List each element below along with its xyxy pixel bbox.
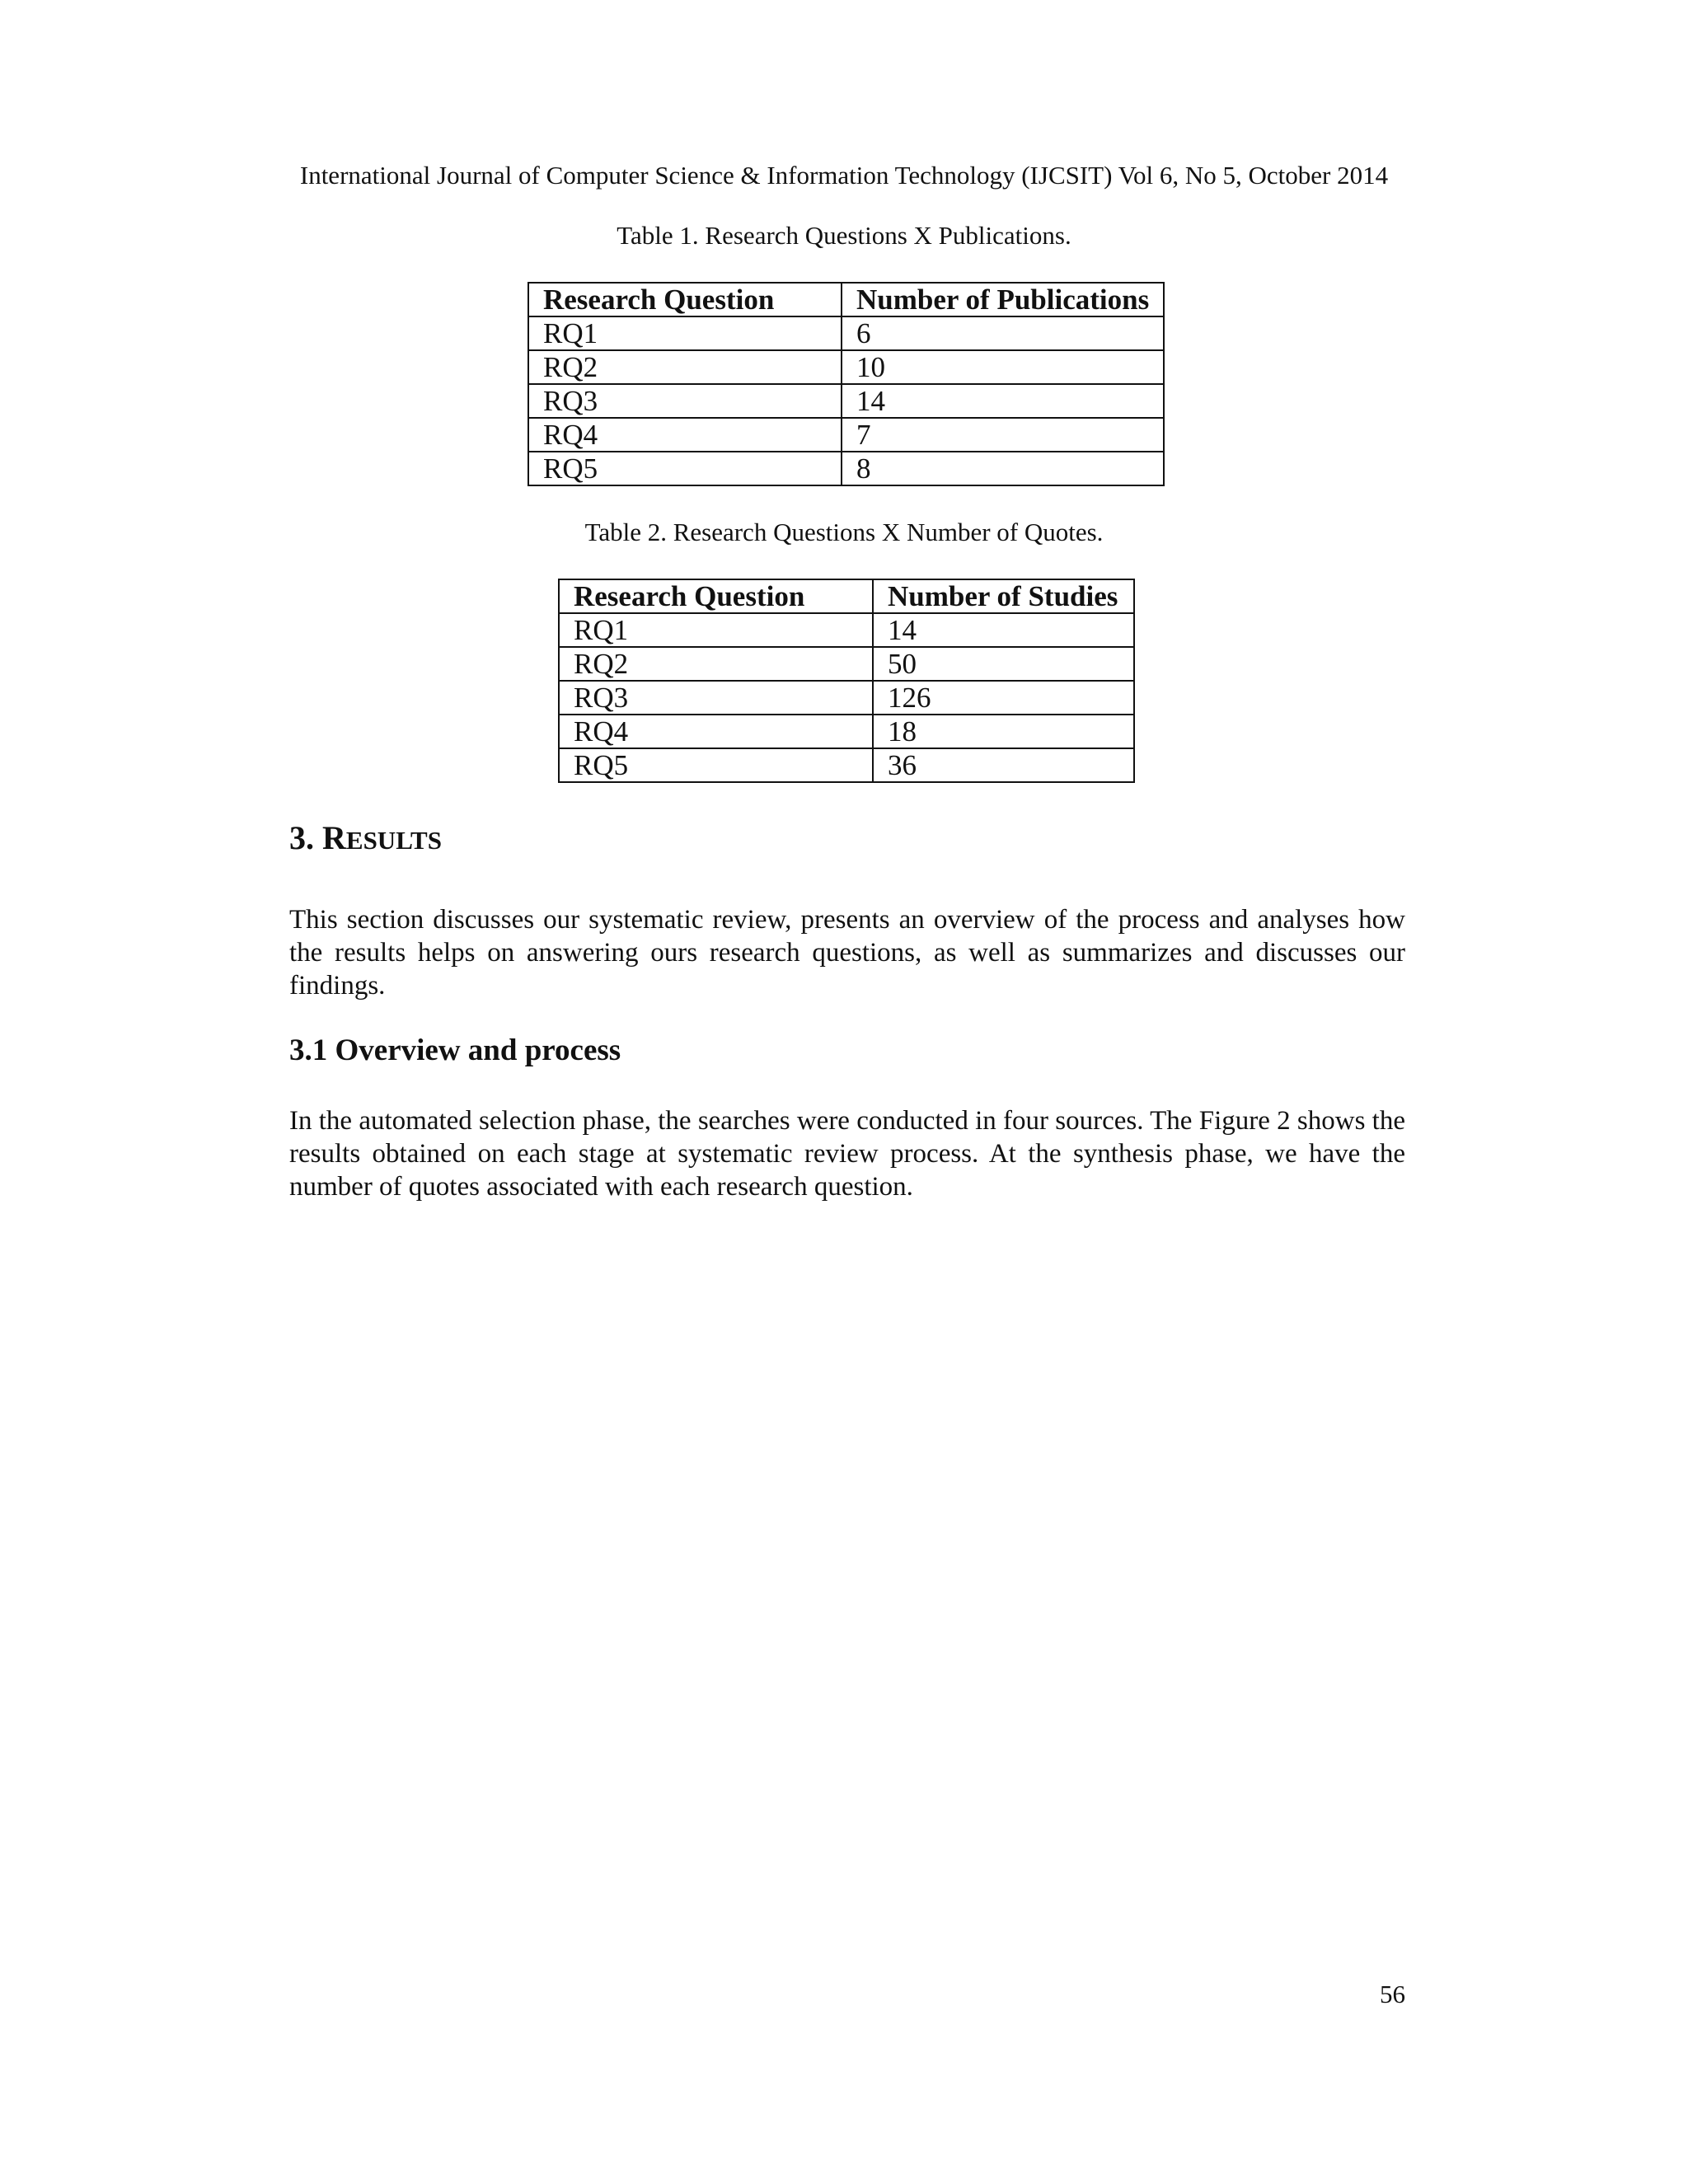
table-cell: RQ1 [528,316,842,350]
table-cell: 50 [873,647,1134,681]
table-row [528,316,1164,350]
overview-paragraph: In the automated selection phase, the searches were conducted in four sources. The Figure 2 shows the results obtained on each stage at systematic review process. At the synthesis phase, we have the number of quotes associated with each research question. [289,1106,1405,1202]
table-1 [528,282,1165,486]
section-heading-results [289,819,442,860]
table-cell: RQ5 [528,452,842,485]
table-cell: RQ4 [559,715,873,748]
table-cell: RQ1 [559,613,873,647]
table-cell: RQ5 [559,748,873,782]
table-cell: 8 [842,452,1164,485]
table-header-row [528,283,1164,316]
column-header: Research Question [528,283,842,316]
table-cell: 14 [842,384,1164,418]
table-cell: RQ2 [528,350,842,384]
table-cell: 18 [873,715,1134,748]
table-2-caption: Table 2. Research Questions X Number of Quotes. [584,518,1104,546]
section-title-rest: ESULTS [345,826,442,855]
table-2 [558,579,1135,783]
column-header: Number of Studies [873,579,1134,613]
table-1-caption: Table 1. Research Questions X Publications. [617,221,1071,250]
table-row [559,613,1134,647]
table-cell: 7 [842,418,1164,452]
table-row [559,681,1134,715]
section-number: 3. [289,819,322,856]
table-cell: 14 [873,613,1134,647]
table-cell: 126 [873,681,1134,715]
table-cell: RQ2 [559,647,873,681]
running-header: International Journal of Computer Science & Information Technology (IJCSIT) Vol 6, No 5, October 2014 [299,161,1389,190]
column-header: Research Question [559,579,873,613]
subsection-heading-overview: 3.1 Overview and process [289,1033,621,1067]
results-paragraph: This section discusses our systematic review, presents an overview of the process and analyses how the results helps on answering ours research questions, as well as summarizes and discusses our findings. [289,905,1405,1001]
table-cell: 10 [842,350,1164,384]
column-header: Number of Publications [842,283,1164,316]
page-number: 56 [1380,1980,1405,2008]
table-cell: 6 [842,316,1164,350]
table-row [559,647,1134,681]
table-row [528,384,1164,418]
table-header-row [559,579,1134,613]
table-row [559,715,1134,748]
table-row [559,748,1134,782]
table-row [528,418,1164,452]
table-row [528,452,1164,485]
section-title-initial: R [322,819,346,856]
table-cell: RQ3 [559,681,873,715]
table-cell: RQ4 [528,418,842,452]
table-cell: RQ3 [528,384,842,418]
table-cell: 36 [873,748,1134,782]
table-row [528,350,1164,384]
